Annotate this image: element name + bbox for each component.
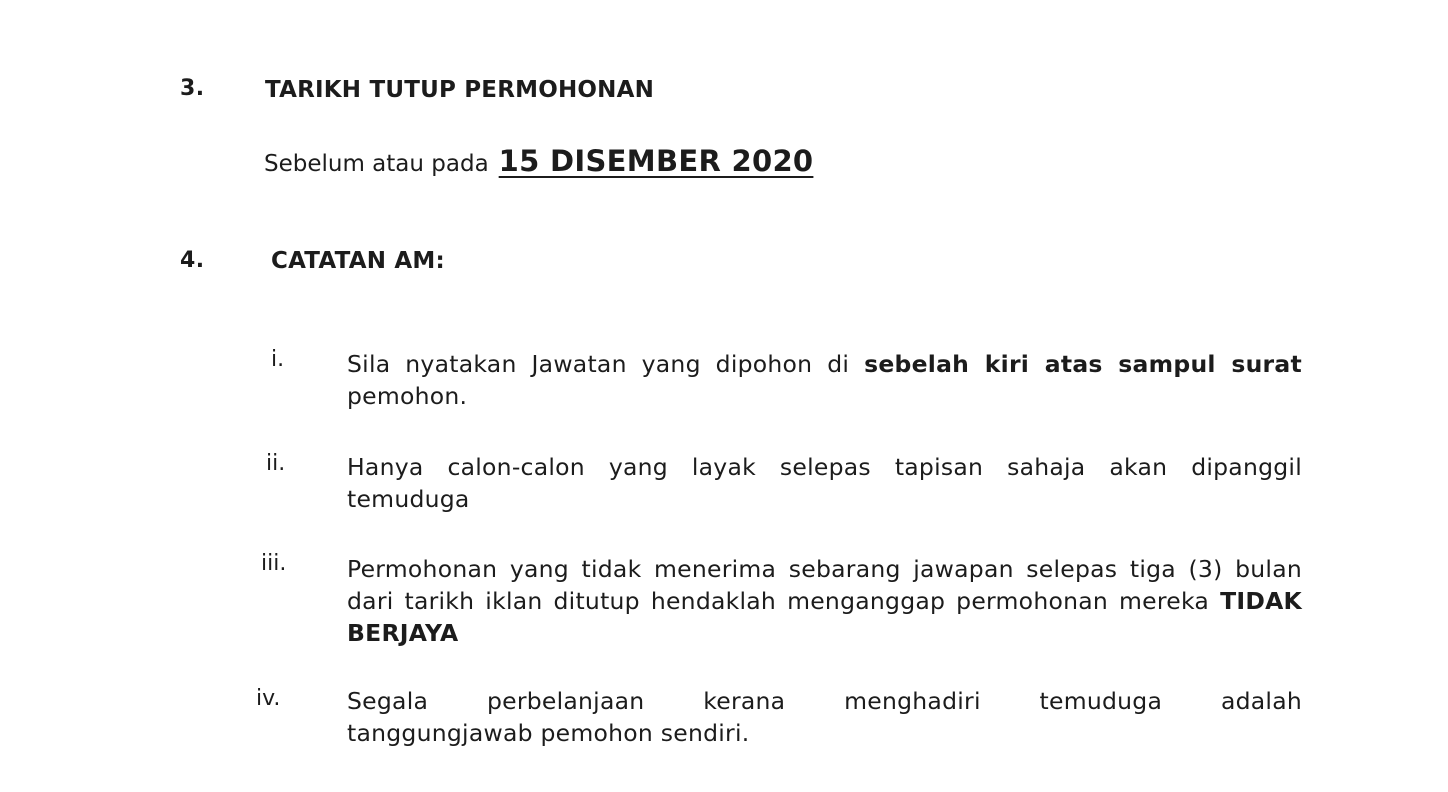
note-2-text: Hanya calon-calon yang layak selepas tapisan sahaja akan dipanggil temuduga [347,453,1302,513]
note-4-numeral: iv. [256,686,281,711]
note-1-text-end: pemohon. [347,382,468,410]
note-1-numeral: i. [271,347,285,372]
note-4-line-1: Segala perbelanjaan kerana menghadiri temuduga adalah [347,687,1302,715]
section-4-title: CATATAN AM: [271,248,445,274]
note-1-text-part: Sila nyatakan Jawatan yang dipohon di [347,350,865,378]
closing-date-label: Sebelum atau pada [264,151,489,177]
closing-date-line [264,144,813,178]
closing-date-value: 15 DISEMBER 2020 [498,144,814,178]
note-3-text [347,553,1302,649]
note-1-text [347,348,1302,412]
note-3-text-part: Permohonan yang tidak menerima sebarang jawapan selepas tiga (3) bulan dari tarikh iklan ditutup hendaklah menganggap permohonan mereka [347,555,1302,615]
note-4-line-2: tanggungjawab pemohon sendiri. [347,719,750,747]
section-4-number: 4. [180,248,205,273]
note-2-numeral: ii. [266,451,286,476]
section-3-number: 3. [180,76,205,101]
note-3-emphasis: TIDAK BERJAYA [347,587,1302,647]
note-1-emphasis: sebelah kiri atas sampul surat [864,350,1302,378]
note-3-numeral: iii. [261,551,287,576]
section-3-title: TARIKH TUTUP PERMOHONAN [265,77,655,103]
